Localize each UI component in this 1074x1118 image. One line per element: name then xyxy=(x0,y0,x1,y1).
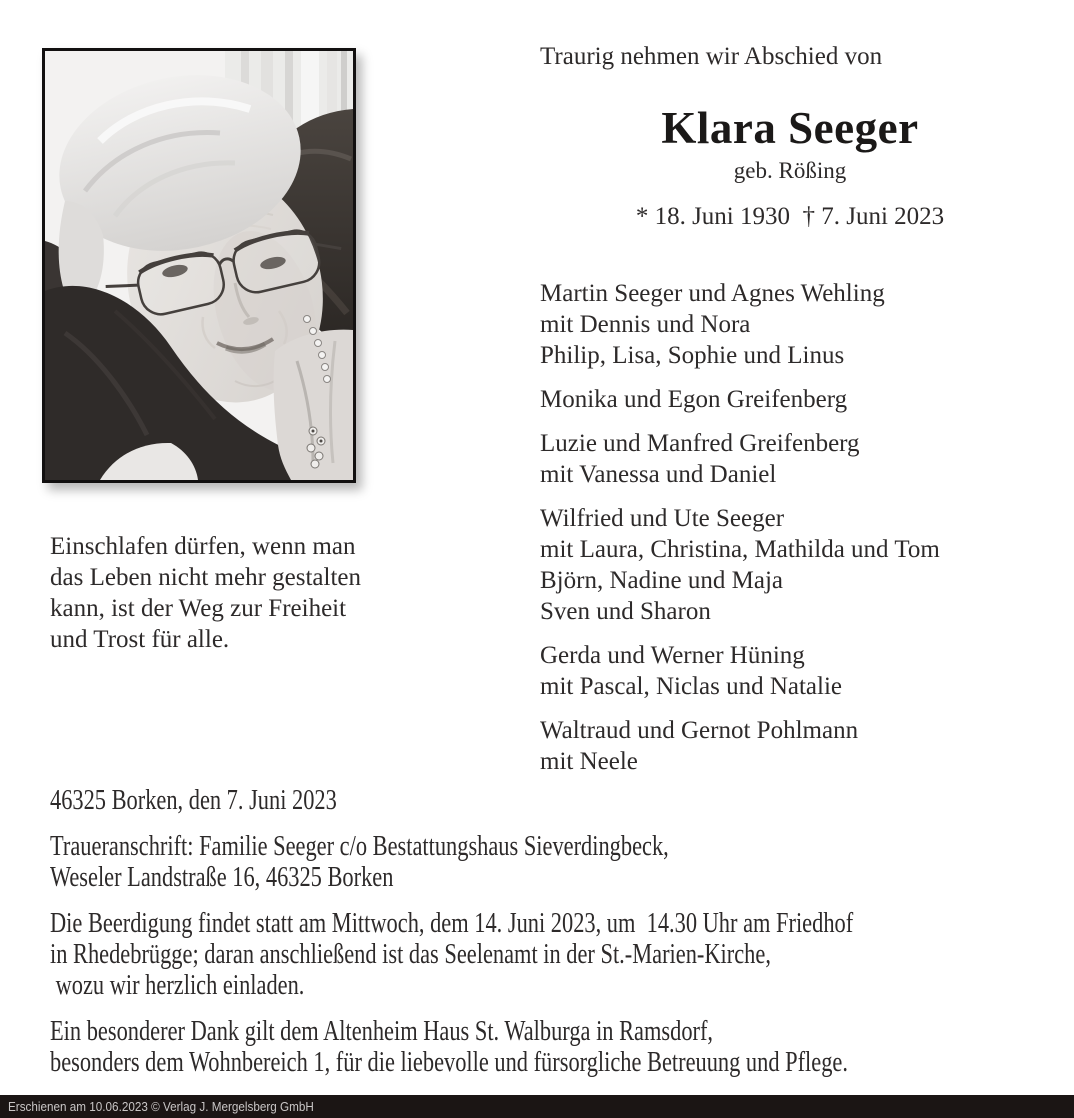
mourner-line: Gerda und Werner Hüning xyxy=(540,642,805,669)
deceased-name-block xyxy=(540,102,1040,233)
maiden-name: geb. Rößing xyxy=(733,158,847,183)
publisher-credit: Erschienen am 10.06.2023 © Verlag J. Mergelsberg GmbH xyxy=(8,1099,314,1114)
mourner-line: Waltraud und Gernot Pohlmann xyxy=(540,717,859,744)
funeral-line: wozu wir herzlich einladen. xyxy=(50,970,305,1001)
verse-line: Einschlafen dürfen, wenn man xyxy=(50,533,356,560)
mourner-line: mit Laura, Christina, Mathilda und Tom xyxy=(540,536,940,563)
mourner-line: Martin Seeger und Agnes Wehling xyxy=(540,280,885,307)
mourner-line: Björn, Nadine und Maja xyxy=(540,567,784,594)
mourners-list xyxy=(540,278,1040,777)
portrait-photo xyxy=(42,48,356,483)
funeral-line: in Rhedebrügge; daran anschließend ist das Seelenamt in der St.-Marien-Kirche, xyxy=(50,939,771,970)
announcement-column xyxy=(540,42,1040,790)
mourner-group xyxy=(540,384,1040,415)
verse-line: kann, ist der Weg zur Freiheit xyxy=(50,595,347,622)
closing-block xyxy=(50,785,1060,1093)
portrait-illustration xyxy=(45,51,353,480)
verse-line: das Leben nicht mehr gestalten xyxy=(50,564,361,591)
deceased-name: Klara Seeger xyxy=(661,103,919,153)
mourner-line: Monika und Egon Greifenberg xyxy=(540,386,848,413)
place-date-paragraph xyxy=(50,785,1058,816)
thanks-line: Ein besonderer Dank gilt dem Altenheim Haus St. Walburga in Ramsdorf, xyxy=(50,1016,714,1047)
address-line: Weseler Landstraße 16, 46325 Borken xyxy=(50,862,394,893)
mourner-group xyxy=(540,278,1040,371)
address-paragraph xyxy=(50,831,1058,893)
mourner-line: Wilfried und Ute Seeger xyxy=(540,505,785,532)
address-line: Traueranschrift: Familie Seeger c/o Bestattungshaus Sieverdingbeck, xyxy=(50,831,669,862)
funeral-paragraph xyxy=(50,908,1058,1001)
mourner-line: mit Pascal, Niclas und Natalie xyxy=(540,673,843,700)
thanks-paragraph xyxy=(50,1016,1058,1078)
place-date-line: 46325 Borken, den 7. Juni 2023 xyxy=(50,785,337,816)
mourner-group xyxy=(540,503,1040,627)
mourner-line: mit Vanessa und Daniel xyxy=(540,461,777,488)
thanks-line: besonders dem Wohnbereich 1, für die liebevolle und fürsorgliche Betreuung und Pflege. xyxy=(50,1047,848,1078)
life-dates: * 18. Juni 1930 † 7. Juni 2023 xyxy=(635,203,945,230)
funeral-line: Die Beerdigung findet statt am Mittwoch, dem 14. Juni 2023, um 14.30 Uhr am Friedhof xyxy=(50,908,854,939)
mourner-line: mit Neele xyxy=(540,748,638,775)
mourner-line: mit Dennis und Nora xyxy=(540,311,751,338)
condolence-verse xyxy=(50,531,361,655)
mourner-line: Sven und Sharon xyxy=(540,598,711,625)
mourner-group xyxy=(540,715,1040,777)
mourner-group xyxy=(540,640,1040,702)
mourner-line: Philip, Lisa, Sophie und Linus xyxy=(540,342,845,369)
intro-line: Traurig nehmen wir Abschied von xyxy=(540,43,883,70)
verse-line: und Trost für alle. xyxy=(50,626,230,653)
publisher-bar xyxy=(0,1095,1074,1118)
mourner-group xyxy=(540,428,1040,490)
mourner-line: Luzie und Manfred Greifenberg xyxy=(540,430,860,457)
